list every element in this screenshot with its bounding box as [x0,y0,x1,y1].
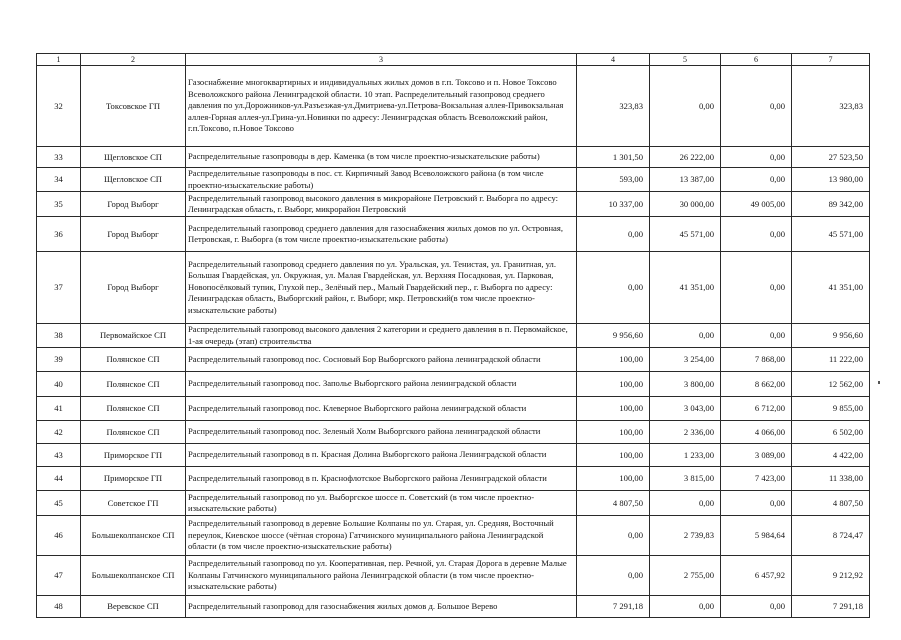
row-number: 40 [37,372,81,397]
value-col-6: 8 662,00 [721,372,792,397]
header-cell: 5 [650,54,721,66]
settlement-name: Большеколпанское СП [81,556,186,596]
table-row [37,467,870,491]
project-description: Распределительный газопровод высокого давления в микрорайоне Петровский г. Выборга по адресу: Ленинградская область, г. Выборг, микрорайон Петровский [186,192,577,217]
project-description: Газоснабжение многоквартирных и индивидуальных жилых домов в г.п. Токсово и п. Новое Токсово Всеволожского района Ленинградской области. 10 этап. Распределительный газопровод среднего давления по ул.Дорожников-ул.Разъезжая-ул.Дмитриева-ул.Петрова-Вокзальная аллея-Привокзальная аллея-Горная аллея-ул.Грина-ул.Новинки по адресу: Ленинградская область Всеволожский район, г.п.Токсово, п.Новое Токсово [186,66,577,147]
settlement-name: Щегловское СП [81,147,186,168]
project-description: Распределительный газопровод по ул. Выборгское шоссе п. Советский (в том числе проектно-изыскательские работы) [186,491,577,516]
value-col-5: 0,00 [650,66,721,147]
value-col-4: 10 337,00 [577,192,650,217]
value-col-7: 9 212,92 [792,556,870,596]
value-col-6: 49 005,00 [721,192,792,217]
row-number: 42 [37,421,81,444]
table-row [37,421,870,444]
value-col-5: 41 351,00 [650,252,721,324]
value-col-7: 41 351,00 [792,252,870,324]
value-col-7: 27 523,50 [792,147,870,168]
value-col-6: 7 423,00 [721,467,792,491]
project-description: Распределительный газопровод пос. Заполье Выборгского района ленинградской области [186,372,577,397]
value-col-4: 100,00 [577,397,650,421]
value-col-5: 3 043,00 [650,397,721,421]
row-number: 48 [37,596,81,618]
table-row [37,217,870,252]
value-col-5: 2 739,83 [650,516,721,556]
row-number: 47 [37,556,81,596]
project-description: Распределительный газопровод в деревне Большие Колпаны по ул. Старая, ул. Средняя, Восточный переулок, Киевское шоссе (чётная сторона) Гатчинского муниципального района Ленинградской области (в том числе проектно-изыскательские работы) [186,516,577,556]
header-cell: 7 [792,54,870,66]
project-description: Распределительный газопровод пос. Сосновый Бор Выборгского района ленинградской области [186,348,577,372]
value-col-6: 0,00 [721,66,792,147]
settlement-name: Щегловское СП [81,168,186,192]
value-col-6: 0,00 [721,491,792,516]
table-row [37,491,870,516]
settlement-name: Советское ГП [81,491,186,516]
value-col-5: 3 815,00 [650,467,721,491]
header-row [37,54,870,66]
row-number: 32 [37,66,81,147]
row-number: 43 [37,444,81,467]
value-col-7: 89 342,00 [792,192,870,217]
value-col-7: 4 422,00 [792,444,870,467]
table-row [37,372,870,397]
project-description: Распределительный газопровод в п. Краснофлотское Выборгского района Ленинградской области [186,467,577,491]
header-cell: 1 [37,54,81,66]
value-col-7: 7 291,18 [792,596,870,618]
value-col-7: 9 956,60 [792,324,870,348]
table-row [37,556,870,596]
value-col-7: 12 562,00 [792,372,870,397]
settlement-name: Город Выборг [81,192,186,217]
project-description: Распределительный газопровод в п. Красная Долина Выборгского района Ленинградской области [186,444,577,467]
value-col-5: 0,00 [650,324,721,348]
value-col-4: 9 956,60 [577,324,650,348]
value-col-6: 0,00 [721,252,792,324]
value-col-4: 0,00 [577,516,650,556]
value-col-7: 4 807,50 [792,491,870,516]
value-col-6: 5 984,64 [721,516,792,556]
value-col-5: 13 387,00 [650,168,721,192]
row-number: 41 [37,397,81,421]
settlement-name: Полянское СП [81,348,186,372]
row-number: 35 [37,192,81,217]
value-col-5: 3 800,00 [650,372,721,397]
scan-mark [878,381,880,384]
table-row [37,596,870,618]
row-number: 33 [37,147,81,168]
header-cell: 3 [186,54,577,66]
table-row [37,444,870,467]
project-description: Распределительный газопровод среднего давления по ул. Уральская, ул. Тенистая, ул. Гранитная, ул. Большая Гвардейская, ул. Окружная, ул. Малая Гвардейская, ул. Верхняя Посадковая, ул. Парковая, Новопосёлковый тупик, Глухой пер., Зелёный пер., Малый Гвардейский пер., г. Выборга по адресу: Ленинградская область, Выборгский район, г. Выборг, мкр. Петровский(в том числе проектно-изыскательские работы) [186,252,577,324]
value-col-6: 3 089,00 [721,444,792,467]
value-col-4: 4 807,50 [577,491,650,516]
value-col-4: 100,00 [577,348,650,372]
row-number: 36 [37,217,81,252]
header-cell: 6 [721,54,792,66]
table-row [37,397,870,421]
table-row [37,516,870,556]
row-number: 45 [37,491,81,516]
value-col-6: 6 457,92 [721,556,792,596]
settlement-name: Город Выборг [81,217,186,252]
project-description: Распределительный газопровод пос. Клеверное Выборгского района ленинградской области [186,397,577,421]
value-col-6: 4 066,00 [721,421,792,444]
settlement-name: Полянское СП [81,421,186,444]
project-description: Распределительные газопроводы в дер. Каменка (в том числе проектно-изыскательские работы) [186,147,577,168]
settlement-name: Полянское СП [81,372,186,397]
row-number: 34 [37,168,81,192]
header-cell: 2 [81,54,186,66]
settlement-name: Большеколпанское СП [81,516,186,556]
settlement-name: Веревское СП [81,596,186,618]
value-col-5: 26 222,00 [650,147,721,168]
value-col-7: 11 338,00 [792,467,870,491]
value-col-5: 30 000,00 [650,192,721,217]
table-row [37,192,870,217]
value-col-4: 0,00 [577,556,650,596]
value-col-4: 323,83 [577,66,650,147]
table-row [37,147,870,168]
value-col-4: 100,00 [577,372,650,397]
project-description: Распределительный газопровод для газоснабжения жилых домов д. Большое Верево [186,596,577,618]
data-table [36,53,870,618]
row-number: 39 [37,348,81,372]
settlement-name: Полянское СП [81,397,186,421]
value-col-5: 0,00 [650,596,721,618]
settlement-name: Первомайское СП [81,324,186,348]
value-col-4: 1 301,50 [577,147,650,168]
settlement-name: Приморское ГП [81,444,186,467]
project-description: Распределительный газопровод пос. Зеленый Холм Выборгского района ленинградской области [186,421,577,444]
row-number: 37 [37,252,81,324]
settlement-name: Токсовское ГП [81,66,186,147]
row-number: 38 [37,324,81,348]
project-description: Распределительный газопровод по ул. Кооперативная, пер. Речной, ул. Старая Дорога в деревне Малые Колпаны Гатчинского муниципального района Ленинградской области (в том числе проектно-изыскательские работы) [186,556,577,596]
value-col-4: 100,00 [577,421,650,444]
table-row [37,168,870,192]
settlement-name: Приморское ГП [81,467,186,491]
table-row [37,252,870,324]
table-row [37,66,870,147]
value-col-6: 0,00 [721,324,792,348]
value-col-5: 2 336,00 [650,421,721,444]
value-col-4: 0,00 [577,252,650,324]
row-number: 46 [37,516,81,556]
header-cell: 4 [577,54,650,66]
value-col-7: 9 855,00 [792,397,870,421]
table-header [37,54,870,66]
value-col-6: 0,00 [721,147,792,168]
value-col-5: 3 254,00 [650,348,721,372]
value-col-5: 45 571,00 [650,217,721,252]
value-col-4: 593,00 [577,168,650,192]
value-col-4: 100,00 [577,444,650,467]
value-col-7: 45 571,00 [792,217,870,252]
project-description: Распределительный газопровод среднего давления для газоснабжения жилых домов по ул. Островная, Петровская, г. Выборга (в том числе проектно-изыскательские работы) [186,217,577,252]
value-col-5: 0,00 [650,491,721,516]
value-col-6: 0,00 [721,596,792,618]
value-col-4: 100,00 [577,467,650,491]
value-col-7: 8 724,47 [792,516,870,556]
value-col-7: 11 222,00 [792,348,870,372]
value-col-5: 1 233,00 [650,444,721,467]
project-description: Распределительный газопровод высокого давления 2 категории и среднего давления в п. Первомайское, 1-ая очередь (этап) строительства [186,324,577,348]
value-col-5: 2 755,00 [650,556,721,596]
value-col-6: 0,00 [721,168,792,192]
table-body [37,66,870,618]
value-col-6: 0,00 [721,217,792,252]
value-col-7: 323,83 [792,66,870,147]
value-col-4: 7 291,18 [577,596,650,618]
table-row [37,324,870,348]
table-row [37,348,870,372]
value-col-6: 7 868,00 [721,348,792,372]
row-number: 44 [37,467,81,491]
project-description: Распределительные газопроводы в пос. ст. Кирпичный Завод Всеволожского района (в том числе проектно-изыскательские работы) [186,168,577,192]
value-col-4: 0,00 [577,217,650,252]
value-col-7: 6 502,00 [792,421,870,444]
value-col-6: 6 712,00 [721,397,792,421]
settlement-name: Город Выборг [81,252,186,324]
value-col-7: 13 980,00 [792,168,870,192]
